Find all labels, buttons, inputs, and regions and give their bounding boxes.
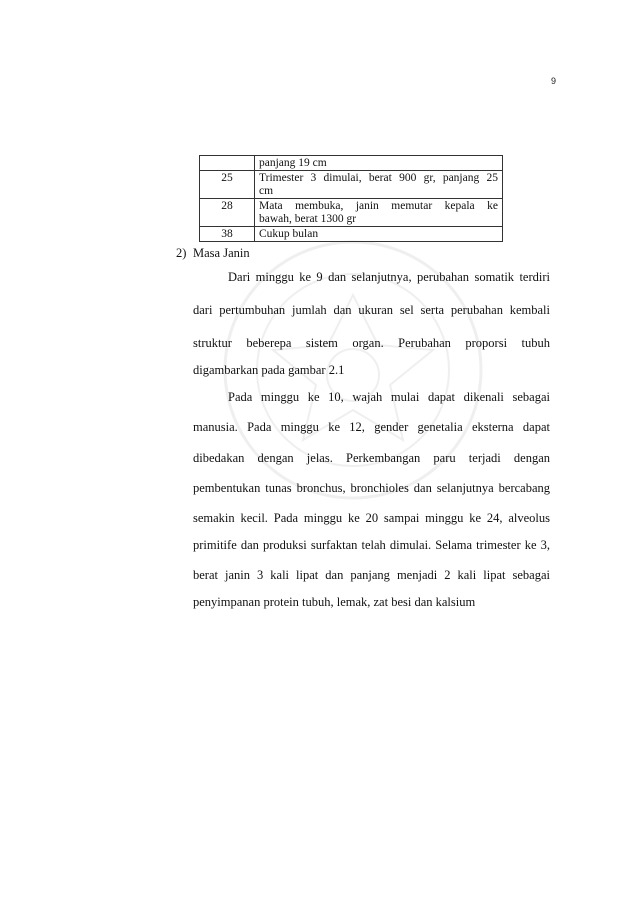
description-cell bbox=[255, 199, 503, 227]
paragraph-line: dibedakan dengan jelas. Perkembangan paru terjadi dengan bbox=[193, 451, 550, 465]
description-line: cm bbox=[259, 185, 274, 197]
week-cell: 25 bbox=[200, 171, 255, 199]
week-cell bbox=[200, 156, 255, 171]
description-cell bbox=[255, 227, 503, 242]
page-number: 9 bbox=[550, 76, 556, 86]
description-line: bawah, berat 1300 gr bbox=[259, 213, 357, 225]
section-heading bbox=[176, 246, 250, 261]
paragraph-line: digambarkan pada gambar 2.1 bbox=[193, 363, 345, 377]
paragraph-line: manusia. Pada minggu ke 12, gender genetalia eksterna dapat bbox=[193, 420, 550, 434]
section-title: Masa Janin bbox=[193, 246, 250, 260]
paragraph-line: dari pertumbuhan jumlah dan ukuran sel serta perubahan kembali bbox=[193, 303, 550, 317]
section-number: 2) bbox=[176, 246, 187, 260]
description-line: panjang 19 cm bbox=[259, 157, 327, 169]
table-row bbox=[200, 227, 503, 242]
paragraph-line: penyimpanan protein tubuh, lemak, zat besi dan kalsium bbox=[193, 595, 476, 609]
description-line: Trimester 3 dimulai, berat 900 gr, panjang 25 bbox=[259, 172, 498, 184]
paragraph-line: Dari minggu ke 9 dan selanjutnya, perubahan somatik terdiri bbox=[228, 270, 550, 284]
description-line: Mata membuka, janin memutar kepala ke bbox=[259, 200, 498, 212]
description-cell bbox=[255, 156, 503, 171]
paragraph-line: primitife dan produksi surfaktan telah dimulai. Selama trimester ke 3, bbox=[193, 538, 550, 552]
table-row bbox=[200, 171, 503, 199]
week-cell: 28 bbox=[200, 199, 255, 227]
paragraph-line: semakin kecil. Pada minggu ke 20 sampai minggu ke 24, alveolus bbox=[193, 511, 550, 525]
paragraph-line: struktur beberepa sistem organ. Perubahan proporsi tubuh bbox=[193, 336, 550, 350]
table-row bbox=[200, 156, 503, 171]
description-line: Cukup bulan bbox=[259, 228, 319, 240]
paragraph-line: pembentukan tunas bronchus, bronchioles dan selanjutnya bercabang bbox=[193, 481, 550, 495]
fetal-development-table bbox=[199, 155, 503, 242]
paragraph-line: Pada minggu ke 10, wajah mulai dapat dikenali sebagai bbox=[228, 390, 550, 404]
table-row bbox=[200, 199, 503, 227]
description-cell bbox=[255, 171, 503, 199]
paragraph-line: berat janin 3 kali lipat dan panjang menjadi 2 kali lipat sebagai bbox=[193, 568, 550, 582]
week-cell: 38 bbox=[200, 227, 255, 242]
